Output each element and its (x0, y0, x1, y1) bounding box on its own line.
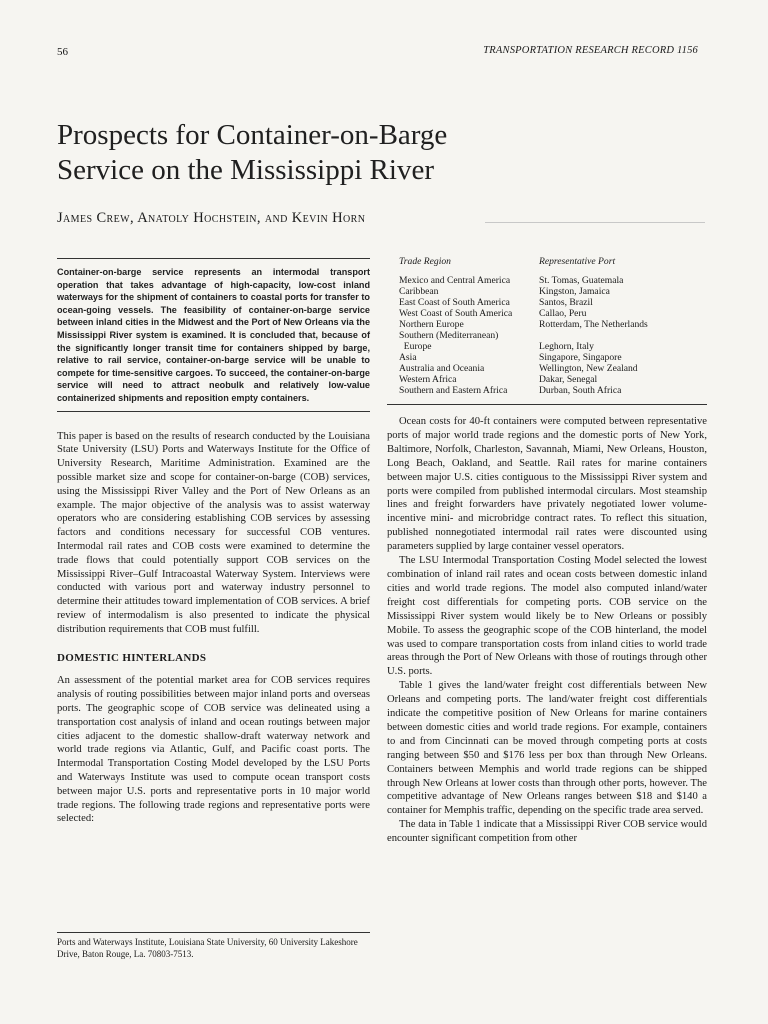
representative-port-cell: Callao, Peru (539, 308, 587, 319)
body-paragraph: The data in Table 1 indicate that a Mississippi River COB service would encounter significant competition from other (387, 819, 707, 845)
title-line-2: Service on the Mississippi River (57, 154, 434, 186)
representative-port-cell: Rotterdam, The Netherlands (539, 319, 648, 330)
abstract-bottom-rule (57, 411, 370, 412)
representative-port-cell: Leghorn, Italy (539, 341, 594, 352)
table-row (399, 319, 648, 330)
table-header-cell: Representative Port (539, 256, 616, 267)
abstract-top-rule (57, 258, 370, 259)
table-row (399, 286, 648, 297)
table-row (399, 308, 648, 319)
representative-port-cell: Kingston, Jamaica (539, 286, 610, 297)
trade-region-cell: Southern (Mediterranean) (399, 330, 499, 341)
intro-paragraph: This paper is based on the results of research conducted by the Louisiana State University (LSU) Ports and Waterways Institute for the Office of University Research, Maritime Administration. Examined are the possible market size and scope for container-on-barge (COB) services, using the Mississippi River Valley and the Port of New Orleans as an example. The major objective of the analysis was to assist waterway operators who are considering establishing COB services by assessing factors and conditions necessary for successful COB ventures. Intermodal rail rates and COB costs were examined to determine the trade flows that could potentially support COB services on the Mississippi River–Gulf Intracoastal Waterway System. Interviews were conducted with various port and waterway industry personnel to determine their attitudes toward implementation of COB services. A brief review of intermodalism is also presented to indicate the physical distribution requirements that COB must fulfill. (57, 430, 370, 635)
trade-region-cell: Southern and Eastern Africa (399, 385, 508, 396)
page-number: 56 (57, 46, 68, 58)
table-bottom-rule (387, 404, 707, 405)
left-column (57, 258, 370, 826)
body-paragraph: The LSU Intermodal Transportation Costing Model selected the lowest combination of inland rail rates and ocean costs between domestic inland cities and world trade regions. The model also computed inland/water freight cost differentials for competing ports. COB service on the Mississippi River system would likely be to New Orleans or possibly Mobile. To assess the geographic scope of the COB hinterland, the model was used to compare transportation costs from inland cities to world trade areas through the Port of New Orleans with those of routings through other U.S. ports. (387, 555, 707, 678)
trade-region-cell: Northern Europe (399, 319, 464, 330)
trade-region-table (399, 250, 648, 396)
trade-region-cell: Western Africa (399, 374, 457, 385)
representative-port-cell: Santos, Brazil (539, 297, 593, 308)
author-affiliation-footnote: Ports and Waterways Institute, Louisiana State University, 60 University Lakeshore Drive, Baton Rouge, La. 70803-7513. (57, 937, 358, 959)
table-row (399, 363, 648, 374)
article-title (57, 118, 617, 188)
trade-region-cell: Australia and Oceania (399, 363, 485, 374)
representative-port-cell: Durban, South Africa (539, 385, 622, 396)
trade-region-cell: Europe (399, 341, 432, 352)
trade-table-body (399, 275, 648, 396)
footnote-rule (57, 932, 370, 933)
right-column (387, 250, 707, 846)
trade-region-cell: Asia (399, 352, 417, 363)
title-line-1: Prospects for Container-on-Barge (57, 119, 448, 151)
table-header-cell: Trade Region (399, 256, 451, 267)
table-row (399, 275, 648, 286)
table-row (399, 374, 648, 385)
author-list: James Crew, Anatoly Hochstein, and Kevin Horn (57, 210, 366, 226)
representative-port-cell: Wellington, New Zealand (539, 363, 638, 374)
section-heading: DOMESTIC HINTERLANDS (57, 652, 207, 665)
trade-region-cell: East Coast of South America (399, 297, 510, 308)
table-row (399, 341, 648, 352)
table-row (399, 330, 648, 341)
table-row (399, 352, 648, 363)
hinterlands-paragraph: An assessment of the potential market area for COB services requires analysis of routing possibilities between major inland ports and overseas ports. The geographic scope of COB service was delineated using a transportation cost analysis of inland and ocean routings between major cities adjacent to the domestic shallow-draft waterway network and world trade regions via Atlantic, Gulf, and Pacific coast ports. The Intermodal Transportation Costing Model developed by the LSU Ports and Waterways Institute was used to compute ocean transport costs between major U.S. ports and representative ports in 10 major world trade regions. The following trade regions and representative ports were selected: (57, 675, 370, 825)
body-paragraph: Table 1 gives the land/water freight cost differentials between New Orleans and competing ports. The land/water freight cost differentials indicate the competitive position of New Orleans for marine containers between domestic cities and world trade regions. For example, containers to and from Cincinnati can be moved through competing ports at costs ranging between $50 and $176 less per box than through New Orleans. Containers between Memphis and world trade regions can be shipped through New Orleans at lower costs than through other ports, however. The competitive advantage of New Orleans ranges between $18 and $140 a container for Memphis traffic, depending on the specific trade area served. (387, 680, 707, 817)
representative-port-cell: Singapore, Singapore (539, 352, 622, 363)
right-body-text (387, 415, 707, 846)
trade-region-cell: Caribbean (399, 286, 439, 297)
abstract: Container-on-barge service represents an intermodal transport operation that takes advantage of high-capacity, low-cost inland waterways for the shipment of containers to coastal ports for transfer to ocean-going vessels. The feasibility of container-on-barge service between inland cities in the Midwest and the Port of New Orleans via the Mississippi River system is examined. It is concluded that, because of the significantly longer transit time for containers shipped by barge, relative to rail service, container-on-barge service will be unable to compete for time-sensitive cargoes. To succeed, the container-on-barge service will need to attract neobulk and relatively low-value containerized shipments and reposition empty containers. (57, 267, 370, 403)
table-row (399, 385, 648, 396)
author-divider (485, 222, 705, 223)
trade-region-cell: Mexico and Central America (399, 275, 511, 286)
trade-region-cell: West Coast of South America (399, 308, 513, 319)
table-row (399, 297, 648, 308)
representative-port-cell: Dakar, Senegal (539, 374, 598, 385)
representative-port-cell (539, 330, 648, 341)
table-header-row (399, 250, 648, 275)
representative-port-cell: St. Tomas, Guatemala (539, 275, 624, 286)
body-paragraph: Ocean costs for 40-ft containers were computed between representative ports of major world trade regions and the domestic ports of New York, Baltimore, Norfolk, Charleston, Savannah, Miami, New Orleans, Houston, Long Beach, Oakland, and Seattle. Rail rates for marine containers between major U.S. cities contiguous to the Mississippi River system and ports were compiled from published intermodal circulars. Most steamship lines and freight forwarders have privately negotiated lower volume-incentive mini- and microbridge contract rates. To reflect this situation, published nonnegotiated intermodal rail rates were discounted using parameters supplied by large container vessel operators. (387, 416, 707, 553)
journal-name: TRANSPORTATION RESEARCH RECORD 1156 (483, 45, 698, 56)
